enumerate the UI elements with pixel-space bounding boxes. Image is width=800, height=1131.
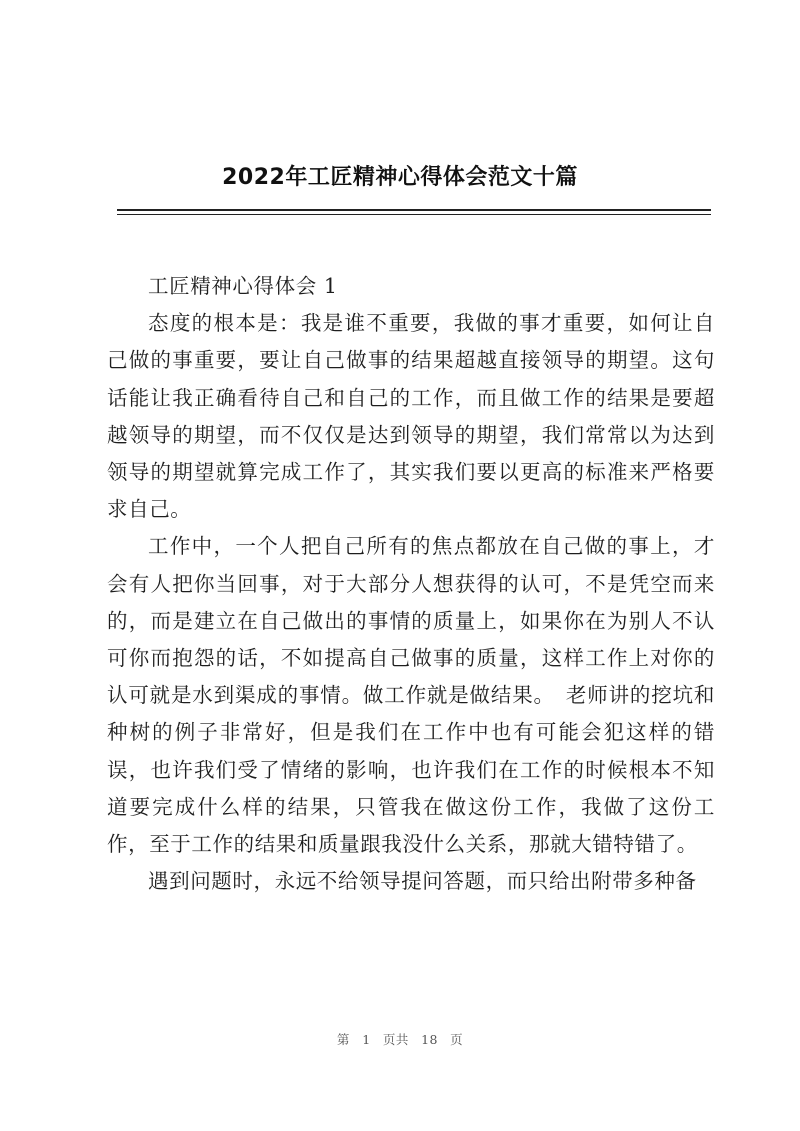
- body-paragraph: 遇到问题时，永远不给领导提问答题，而只给出附带多种备: [148, 869, 697, 894]
- document-title: 2022年工匠精神心得体会范文十篇: [222, 165, 578, 190]
- section-heading: 工匠精神心得体会 1: [148, 274, 338, 298]
- page-number-footer: 第 1 页共 18 页: [336, 1032, 464, 1047]
- document-body: [107, 268, 715, 900]
- body-paragraph: 态度的根本是：我是谁不重要，我做的事才重要，如何让自己做的事重要，要让自己做事的结果超越直接领导的期望。这句话能让我正确看待自己和自己的工作，而且做工作的结果是要超越领导的期望，而不仅仅是达到领导的期望，我们常常以为达到领导的期望就算完成工作了，其实我们要以更高的标准来严格要求自己。: [107, 311, 715, 522]
- title-divider: [117, 209, 711, 211]
- title-divider-thin: [117, 214, 711, 215]
- body-paragraph: 工作中，一个人把自己所有的焦点都放在自己做的事上，才会有人把你当回事，对于大部分人想获得的认可，不是凭空而来的，而是建立在自己做出的事情的质量上，如果你在为别人不认可你而抱怨的话，不如提高自己做事的质量，这样工作上对你的认可就是水到渠成的事情。做工作就是做结果。 老师讲的挖坑和种树的例子非常好，但是我们在工作中也有可能会犯这样的错误，也许我们受了情绪的影响，也许我们在工作的时候根本不知道要完成什么样的结果，只管我在做这份工作，我做了这份工作，至于工作的结果和质量跟我没什么关系，那就大错特错了。: [107, 534, 715, 857]
